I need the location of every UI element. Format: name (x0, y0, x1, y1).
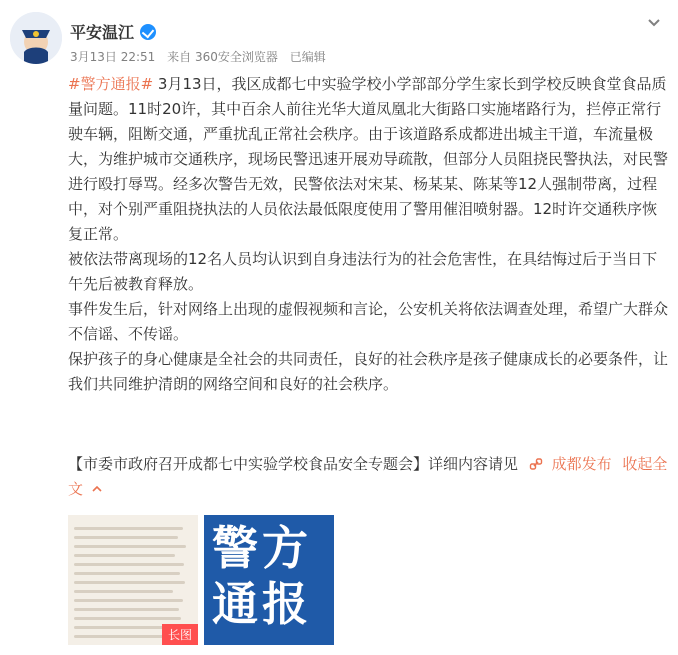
avatar[interactable] (10, 12, 62, 64)
verified-badge-icon (140, 24, 156, 40)
link-icon[interactable] (529, 457, 543, 471)
post-meta (70, 48, 334, 65)
topic-text: 【市委市政府召开成都七中实验学校食品安全专题会】详细内容请见 (68, 455, 519, 473)
topic-link[interactable]: 成都发布 (551, 455, 612, 473)
post-paragraph-3: 事件发生后，针对网络上出现的虚假视频和言论，公安机关将依法调查处理，希望广大群众不信谣、不传谣。 (68, 300, 669, 343)
police-notice-image[interactable] (204, 515, 334, 645)
long-image-thumbnail[interactable] (68, 515, 198, 645)
long-image-badge: 长图 (162, 624, 198, 645)
police-image-title-line2: 通报 (212, 577, 312, 631)
document-text-lines (74, 521, 192, 639)
post-paragraph-2: 被依法带离现场的12名人员均认识到自身违法行为的社会危害性，在具结悔过后于当日下午先后被教育释放。 (68, 250, 658, 293)
post-source: 来自 360安全浏览器 (167, 50, 278, 64)
hashtag-link[interactable]: #警方通报# (68, 75, 154, 93)
collapse-label[interactable]: 收起全文 (68, 455, 668, 498)
post-paragraph-1 (68, 72, 668, 247)
post-date[interactable]: 3月13日 22:51 (70, 50, 156, 64)
post-paragraph-4: 保护孩子的身心健康是全社会的共同责任，良好的社会秩序是孩子健康成长的必要条件，让我们共同维护清朗的网络空间和良好的社会秩序。 (68, 350, 669, 393)
post-content (68, 72, 668, 397)
account-name-text[interactable]: 平安温江 (70, 23, 135, 42)
account-name[interactable] (70, 20, 156, 43)
edited-label[interactable]: 已编辑 (289, 50, 326, 64)
topic-line (68, 452, 668, 502)
chevron-up-icon[interactable] (92, 484, 102, 494)
post-paragraph-1-text: 3月13日，我区成都七中实验学校小学部部分学生家长到学校反映食堂食品质量问题。11时20许，其中百余人前往光华大道凤凰北大街路口实施堵路行为，拦停正常行驶车辆，阻断交通，严重扰乱正常社会秩序。由于该道路系成都进出城主干道，车流量极大，为维护城市交通秩序，现场民警迅速开展劝导疏散，但部分人员阻挠民警执法，对民警进行殴打辱骂。经多次警告无效，民警依法对宋某、杨某某、陈某等12人强制带离，过程中，对个别严重阻挠执法的人员依法最低限度使用了警用催泪喷射器。12时许交通秩序恢复正常。 (68, 75, 669, 243)
police-image-title-line1: 警方 (212, 521, 312, 575)
chevron-down-icon[interactable] (646, 14, 662, 30)
